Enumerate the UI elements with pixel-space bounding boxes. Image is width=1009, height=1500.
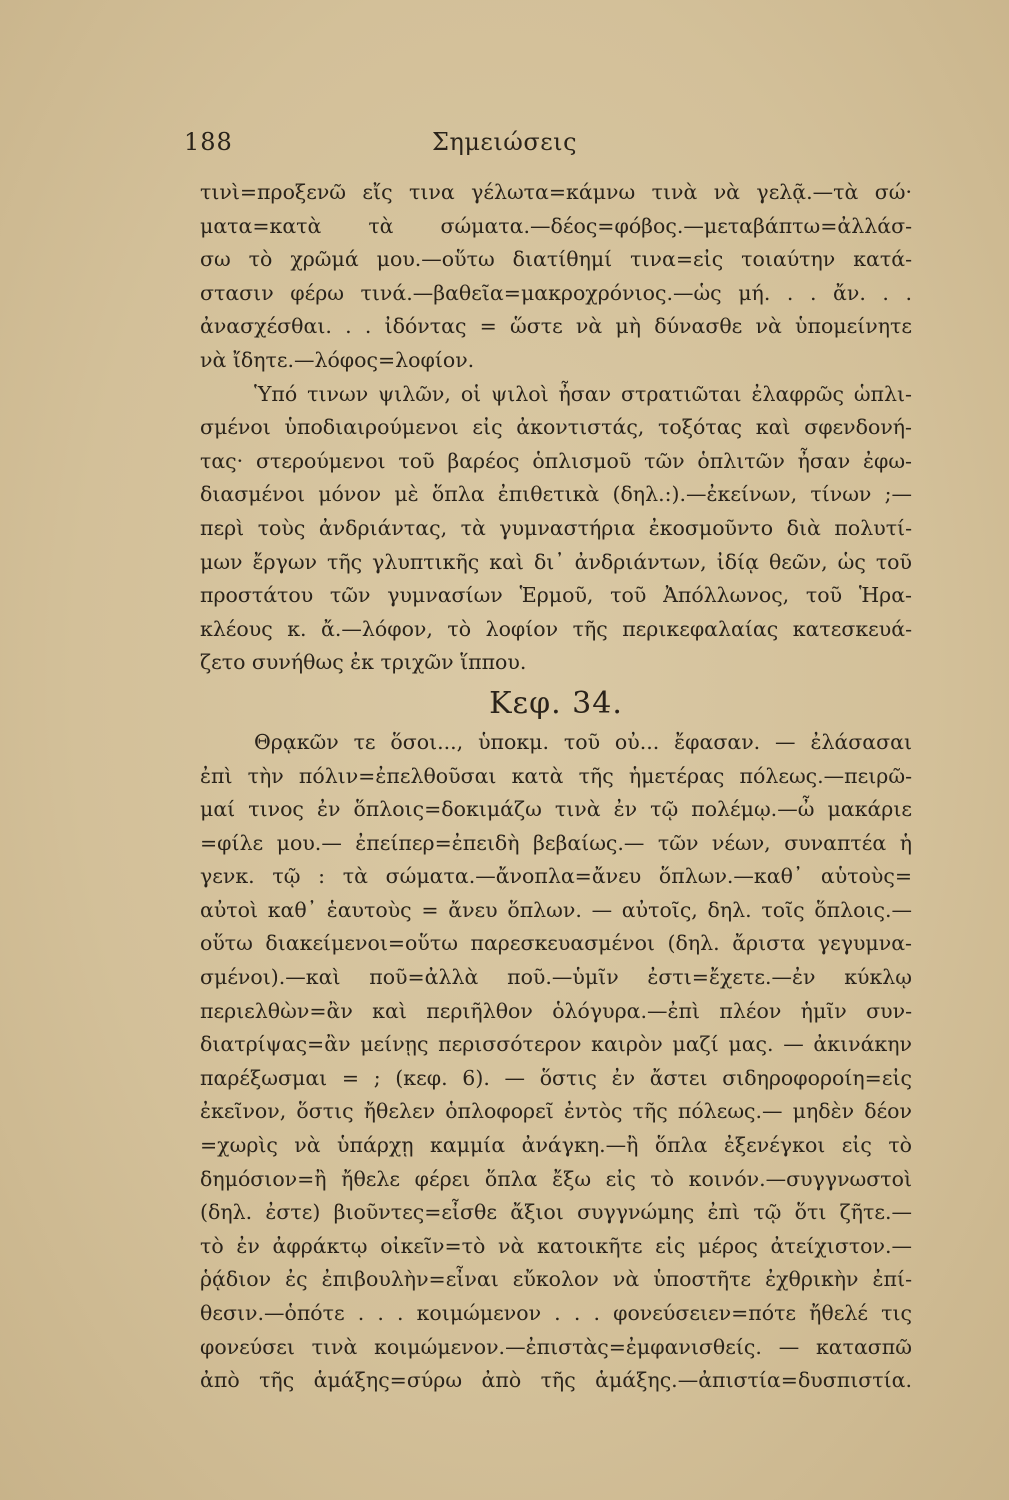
text-line: ματα=κατὰ τὰ σώματα.—δέος=φόβος.—μεταβάπτω=ἀλλάσ-: [200, 213, 912, 238]
page-header: [0, 124, 1009, 164]
text-line: ζετο συνήθως ἐκ τριχῶν ἵππου.: [200, 650, 527, 675]
notes-paragraph-1: [200, 176, 912, 378]
chapter-heading: Κεφ. 34.: [489, 685, 623, 721]
text-line: οὕτω διακείμενοι=οὕτω παρεσκευασμένοι (δηλ. ἄριστα γεγυμνα-: [200, 931, 912, 956]
text-line: αὐτοὶ καθ᾽ ἑαυτοὺς = ἄνευ ὅπλων. — αὐτοῖς, δηλ. τοῖς ὅπλοις.—: [200, 897, 912, 922]
text-line: ἀνασχέσθαι. . . ἰδόντας = ὥστε νὰ μὴ δύνασθε νὰ ὑπομείνητε: [200, 314, 912, 339]
page-body: [200, 176, 912, 1398]
text-line: Ὑπό τινων ψιλῶν, οἱ ψιλοὶ ἦσαν στρατιῶται ἐλαφρῶς ὡπλι-: [254, 381, 912, 406]
text-line: =χωρὶς νὰ ὑπάρχῃ καμμία ἀνάγκη.—ἢ ὅπλα ἐξενέγκοι εἰς τὸ: [200, 1133, 912, 1158]
text-line: στασιν φέρω τινά.—βαθεῖα=μακροχρόνιος.—ὡς μή. . . ἄν. . .: [200, 280, 912, 305]
text-line: ἐκεῖνον, ὅστις ἤθελεν ὁπλοφορεῖ ἐντὸς τῆς πόλεως.— μηδὲν δέον: [200, 1099, 912, 1124]
text-line: μαί τινος ἐν ὅπλοις=δοκιμάζω τινὰ ἐν τῷ πολέμῳ.—ὦ μακάριε: [200, 797, 912, 822]
running-title: Σημειώσεις: [431, 128, 578, 156]
text-line: ῥᾴδιον ἐς ἐπιβουλὴν=εἶναι εὔκολον νὰ ὑποστῆτε ἐχθρικὴν ἐπί-: [200, 1267, 912, 1292]
text-line: κλέους κ. ἄ.—λόφον, τὸ λοφίον τῆς περικεφαλαίας κατεσκευά-: [200, 616, 912, 641]
text-line: τινὶ=προξενῶ εἴς τινα γέλωτα=κάμνω τινὰ νὰ γελᾷ.—τὰ σώ·: [200, 180, 912, 204]
text-line: Θρᾳκῶν τε ὅσοι..., ὑποκμ. τοῦ οὐ... ἔφασαν. — ἐλάσασαι: [254, 729, 912, 754]
text-line: τας· στερούμενοι τοῦ βαρέος ὁπλισμοῦ τῶν ὁπλιτῶν ἦσαν ἐφω-: [200, 448, 912, 473]
notes-paragraph-2: [200, 378, 912, 680]
text-line: σμένοι ὑποδιαιρούμενοι εἰς ἀκοντιστάς, τοξότας καὶ σφενδονή-: [200, 415, 912, 440]
text-line: περιελθὼν=ἂν καὶ περιῆλθον ὁλόγυρα.—ἐπὶ πλέον ἡμῖν συν-: [200, 998, 912, 1023]
text-line: μων ἔργων τῆς γλυπτικῆς καὶ δι᾽ ἀνδριάντων, ἰδίᾳ θεῶν, ὡς τοῦ: [200, 549, 912, 574]
text-line: =φίλε μου.— ἐπείπερ=ἐπειδὴ βεβαίως.— τῶν νέων, συναπτέα ἡ: [200, 830, 912, 855]
text-line: παρέξωσμαι = ; (κεφ. 6). — ὅστις ἐν ἄστει σιδηροφοροίη=εἰς: [200, 1065, 912, 1090]
text-line: περὶ τοὺς ἀνδριάντας, τὰ γυμναστήρια ἐκοσμοῦντο διὰ πολυτί-: [200, 515, 912, 540]
text-line: φονεύσει τινὰ κοιμώμενον.—ἐπιστὰς=ἐμφανισθείς. — κατασπῶ: [200, 1334, 912, 1359]
text-line: προστάτου τῶν γυμνασίων Ἑρμοῦ, τοῦ Ἀπόλλωνος, τοῦ Ἡρα-: [200, 583, 912, 608]
text-line: ἀπὸ τῆς ἁμάξης=σύρω ἀπὸ τῆς ἁμάξης.—ἀπιστία=δυσπιστία.: [200, 1368, 912, 1393]
text-line: θεσιν.—ὁπότε . . . κοιμώμενον . . . φονεύσειεν=πότε ἤθελέ τις: [200, 1301, 912, 1325]
page-number: 188: [184, 128, 233, 156]
text-line: σω τὸ χρῶμά μου.—οὕτω διατίθημί τινα=εἰς τοιαύτην κατά-: [200, 247, 912, 272]
text-line: (δηλ. ἐστε) βιοῦντες=εἶσθε ἄξιοι συγγνώμης ἐπὶ τῷ ὅτι ζῆτε.—: [200, 1200, 912, 1225]
text-line: διασμένοι μόνον μὲ ὅπλα ἐπιθετικὰ (δηλ.:).—ἐκείνων, τίνων ;—: [200, 482, 912, 507]
text-line: διατρίψας=ἂν μείνῃς περισσότερον καιρὸν μαζί μας. — ἀκινάκην: [200, 1032, 912, 1057]
text-line: ἐπὶ τὴν πόλιν=ἐπελθοῦσαι κατὰ τῆς ἡμετέρας πόλεως.—πειρῶ-: [200, 763, 912, 788]
text-line: γενκ. τῷ : τὰ σώματα.—ἄνοπλα=ἄνευ ὅπλων.—καθ᾽ αὑτοὺς=: [200, 864, 912, 889]
notes-paragraph-3: [200, 726, 912, 1398]
text-line: σμένοι).—καὶ ποῦ=ἀλλὰ ποῦ.—ὑμῖν ἐστι=ἔχετε.—ἐν κύκλῳ: [200, 965, 912, 990]
text-line: νὰ ἴδητε.—λόφος=λοφίον.: [200, 347, 475, 372]
text-line: τὸ ἐν ἀφράκτῳ οἰκεῖν=τὸ νὰ κατοικῆτε εἰς μέρος ἀτείχιστον.—: [200, 1233, 912, 1258]
text-line: δημόσιον=ἢ ἤθελε φέρει ὅπλα ἔξω εἰς τὸ κοινόν.—συγγνωστοὶ: [200, 1166, 912, 1191]
